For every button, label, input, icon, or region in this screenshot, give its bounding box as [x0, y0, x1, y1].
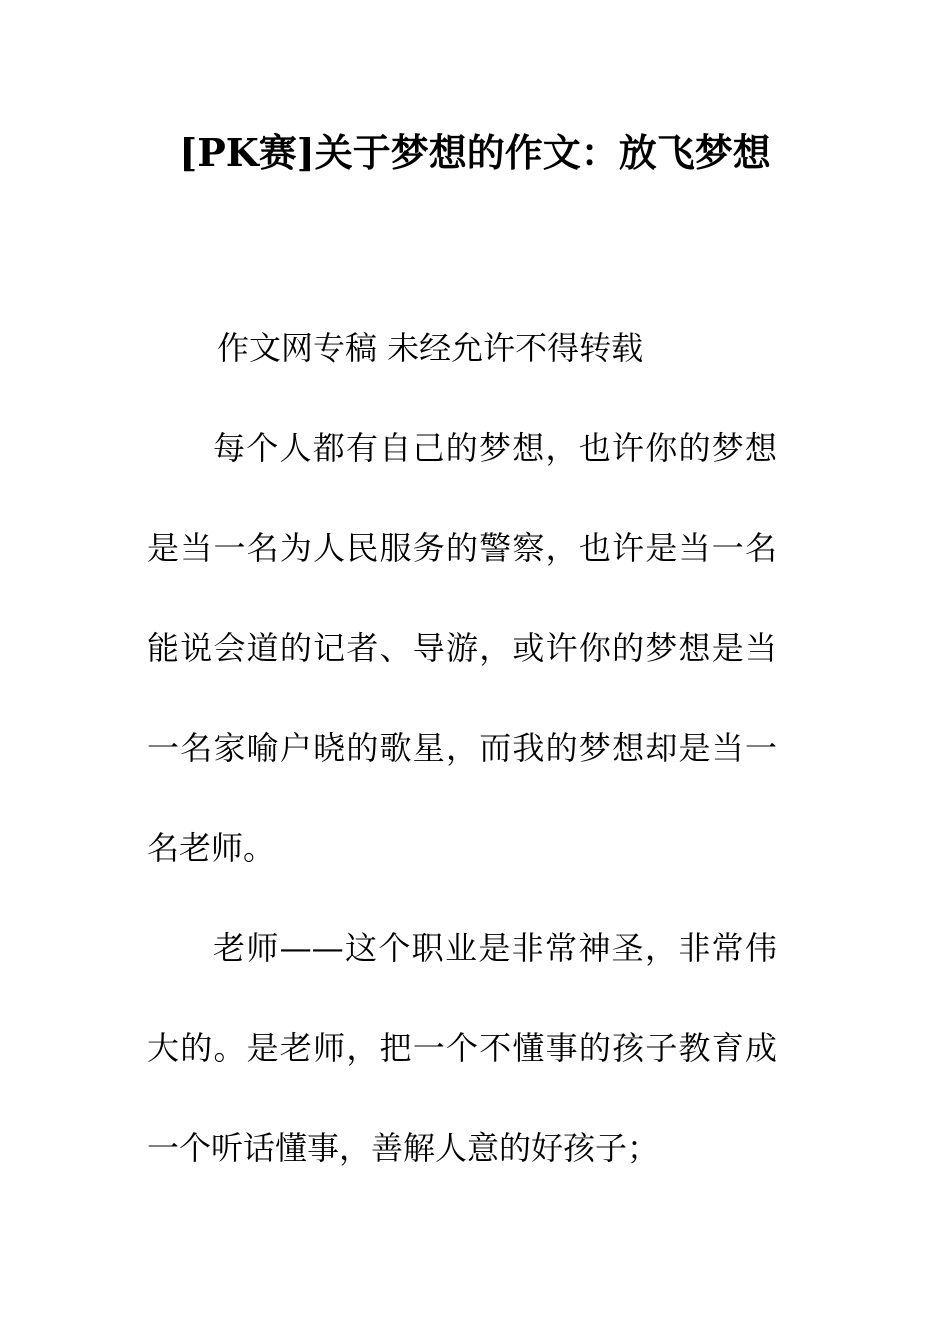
paragraph-copyright-notice: 作文网专稿 未经允许不得转载 — [217, 329, 644, 367]
paragraph-dreams: 每个人都有自己的梦想，也许你的梦想是当一名为人民服务的警察，也许是当一名能说会道的记者、导游，或许你的梦想是当一名家喻户晓的歌星，而我的梦想却是当一名老师。 — [147, 429, 777, 867]
document-title: [PK赛]关于梦想的作文：放飞梦想 — [179, 130, 771, 175]
document-body — [147, 298, 777, 1198]
paragraph-teacher: 老师——这个职业是非常神圣，非常伟大的。是老师，把一个不懂事的孩子教育成一个听话懂事，善解人意的好孩子； — [147, 929, 777, 1167]
